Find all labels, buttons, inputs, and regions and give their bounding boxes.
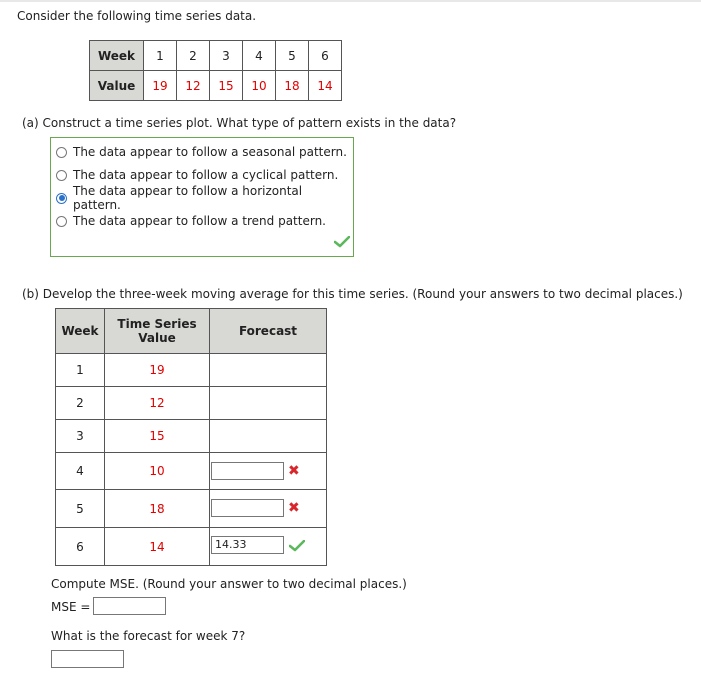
time-series-table [89, 40, 342, 101]
forecast-cell [210, 420, 327, 453]
forecast-input-week-6[interactable]: 14.33 [211, 536, 284, 554]
week-cell: 2 [56, 387, 105, 420]
value-cell: 10 [243, 71, 276, 101]
week-cell: 1 [56, 354, 105, 387]
week-cell: 2 [177, 41, 210, 71]
table-row [56, 453, 327, 490]
value-cell: 19 [144, 71, 177, 101]
forecast-column-header: Forecast [210, 309, 327, 354]
forecast-cell [210, 354, 327, 387]
option-label: The data appear to follow a trend pattern. [73, 214, 326, 228]
part-a-question: (a) Construct a time series plot. What type of pattern exists in the data? [22, 116, 457, 130]
part-a-options [50, 137, 354, 257]
value-cell: 19 [105, 354, 210, 387]
value-cell: 14 [309, 71, 342, 101]
option-label: The data appear to follow a horizontal pattern. [72, 184, 303, 212]
option-trend[interactable] [56, 212, 326, 230]
option-label: The data appear to follow a seasonal pattern. [73, 145, 347, 159]
option-seasonal[interactable] [56, 143, 347, 161]
value-column-header [105, 309, 210, 354]
value-row [90, 71, 342, 101]
forecast7-prompt: What is the forecast for week 7? [51, 629, 246, 643]
table-row [56, 528, 327, 566]
value-cell: 15 [210, 71, 243, 101]
check-icon [289, 540, 305, 552]
value-header: Value [90, 71, 144, 101]
value-cell: 10 [105, 453, 210, 490]
option-horizontal[interactable] [56, 184, 353, 212]
radio-button[interactable] [56, 216, 67, 227]
radio-button[interactable] [56, 170, 67, 181]
table-row [56, 354, 327, 387]
header-row [56, 309, 327, 354]
top-divider [0, 0, 701, 2]
week-row [90, 41, 342, 71]
week-header: Week [90, 41, 144, 71]
forecast7-input[interactable] [51, 650, 124, 668]
value-cell: 12 [105, 387, 210, 420]
forecast-cell [210, 387, 327, 420]
week-cell: 3 [56, 420, 105, 453]
value-cell: 18 [276, 71, 309, 101]
week-cell: 5 [276, 41, 309, 71]
mse-prompt: Compute MSE. (Round your answer to two decimal places.) [51, 577, 407, 591]
radio-button-selected[interactable] [56, 193, 67, 204]
week-cell: 3 [210, 41, 243, 71]
value-header-line1: Time Series [117, 317, 197, 331]
moving-average-table [55, 308, 327, 566]
table-row [56, 387, 327, 420]
week-cell: 6 [309, 41, 342, 71]
table-row [56, 490, 327, 528]
part-b-question: (b) Develop the three-week moving average for this time series. (Round your answers to two decimal places.) [22, 287, 683, 301]
radio-button[interactable] [56, 147, 67, 158]
value-cell: 12 [177, 71, 210, 101]
value-cell: 14 [105, 528, 210, 566]
week-cell: 6 [56, 528, 105, 566]
week-cell: 1 [144, 41, 177, 71]
mse-input[interactable] [93, 597, 166, 615]
incorrect-icon: ✖ [288, 500, 300, 516]
table-row [56, 420, 327, 453]
value-header-line2: Value [138, 331, 176, 345]
week-cell: 4 [243, 41, 276, 71]
mse-label: MSE = [51, 600, 91, 614]
check-icon [334, 236, 350, 248]
forecast-input-week-5[interactable] [211, 499, 284, 517]
week-cell: 4 [56, 453, 105, 490]
forecast-input-week-4[interactable] [211, 462, 284, 480]
value-cell: 15 [105, 420, 210, 453]
option-label: The data appear to follow a cyclical pattern. [73, 168, 339, 182]
value-cell: 18 [105, 490, 210, 528]
week-column-header: Week [56, 309, 105, 354]
week-cell: 5 [56, 490, 105, 528]
option-cyclical[interactable] [56, 166, 338, 184]
incorrect-icon: ✖ [288, 463, 300, 479]
intro-text: Consider the following time series data. [17, 9, 257, 23]
